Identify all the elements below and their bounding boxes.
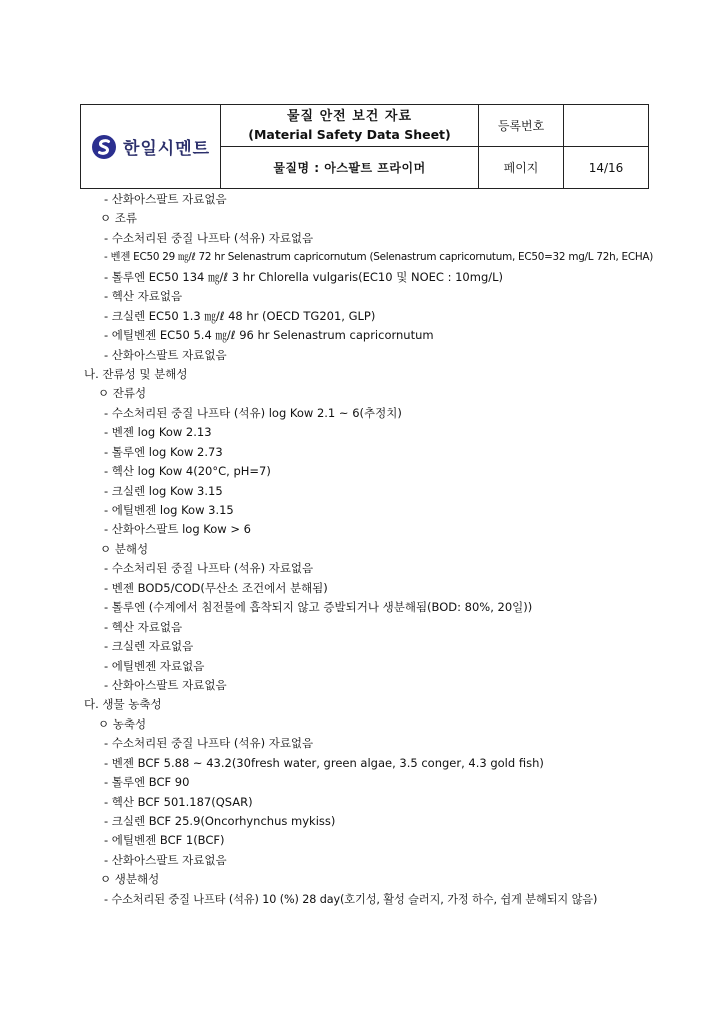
company-name: 한일시멘트 xyxy=(122,139,211,159)
text-line: - 톨루엔 log Kow 2.73 xyxy=(104,444,223,459)
document-title-ko: 물질 안전 보건 자료 xyxy=(286,108,413,124)
text-line: - 에틸벤젠 BCF 1(BCF) xyxy=(104,833,225,848)
subsection-heading: ㅇ 잔류성 xyxy=(98,386,147,401)
text-line: - 헥산 자료없음 xyxy=(104,619,183,634)
subsection-heading: ㅇ 농축성 xyxy=(98,716,147,731)
text-line: - 수소처리된 중질 나프타 (석유) 10 (%) 28 day(호기성, 활성 슬러지, 가정 하수, 쉽게 분해되지 않음) xyxy=(104,892,598,906)
text-line: - 산화아스팔트 자료없음 xyxy=(104,677,227,692)
section-heading: 나. 잔류성 및 분해성 xyxy=(84,366,188,381)
text-line: - 헥산 자료없음 xyxy=(104,289,183,304)
company-logo-icon xyxy=(91,134,117,160)
text-line: - 톨루엔 (수계에서 침전물에 흡착되지 않고 증발되거나 생분해됨(BOD: 80%, 20일)) xyxy=(104,600,533,615)
section-heading: 다. 생물 농축성 xyxy=(84,697,162,712)
text-line: - 크실렌 EC50 1.3 ㎎/ℓ 48 hr (OECD TG201, GLP) xyxy=(104,308,376,323)
text-line: - 에틸벤젠 자료없음 xyxy=(104,658,205,673)
subsection-heading: ㅇ 조류 xyxy=(100,211,137,226)
product-name: 물질명 : 아스팔트 프라이머 xyxy=(221,147,479,189)
subsection-heading: ㅇ 분해성 xyxy=(100,541,149,556)
registration-number-value xyxy=(564,105,649,147)
text-line: - 헥산 log Kow 4(20°C, pH=7) xyxy=(104,464,271,479)
page-label: 페이지 xyxy=(479,147,564,189)
text-line: - 크실렌 BCF 25.9(Oncorhynchus mykiss) xyxy=(104,814,336,828)
text-line: - 에틸벤젠 log Kow 3.15 xyxy=(104,503,234,517)
registration-number-label: 등록번호 xyxy=(479,105,564,147)
text-line: - 크실렌 log Kow 3.15 xyxy=(104,483,223,498)
company-logo-cell xyxy=(81,105,221,189)
text-line: - 산화아스팔트 log Kow > 6 xyxy=(104,522,251,537)
text-line: - 에틸벤젠 EC50 5.4 ㎎/ℓ 96 hr Selenastrum capricornutum xyxy=(104,328,434,343)
text-line: - 산화아스팔트 자료없음 xyxy=(104,852,227,867)
text-line: - 산화아스팔트 자료없음 xyxy=(104,347,227,362)
text-line: - 톨루엔 BCF 90 xyxy=(104,775,190,790)
text-line: - 벤젠 log Kow 2.13 xyxy=(104,425,212,440)
subsection-heading: ㅇ 생분해성 xyxy=(100,872,160,887)
page-number: 14/16 xyxy=(564,147,649,189)
text-line: - 벤젠 EC50 29 ㎎/ℓ 72 hr Selenastrum capricornutum (Selenastrum capricornutum, EC50=32 mg/L 72h, ECHA) xyxy=(104,251,654,264)
text-line: - 크실렌 자료없음 xyxy=(104,639,194,654)
document-body xyxy=(84,190,684,909)
text-line: - 산화아스팔트 자료없음 xyxy=(104,192,227,206)
text-line: - 헥산 BCF 501.187(QSAR) xyxy=(104,794,253,809)
text-line: - 수소처리된 중질 나프타 (석유) log Kow 2.1 ~ 6(추정치) xyxy=(104,405,402,420)
text-line: - 벤젠 BOD5/COD(무산소 조건에서 분해됨) xyxy=(104,580,328,595)
text-line: - 수소처리된 중질 나프타 (석유) 자료없음 xyxy=(104,736,314,751)
text-line: - 수소처리된 중질 나프타 (석유) 자료없음 xyxy=(104,230,314,245)
company-logo xyxy=(81,134,220,160)
msds-header-table xyxy=(80,104,649,189)
text-line: - 수소처리된 중질 나프타 (석유) 자료없음 xyxy=(104,561,314,576)
text-line: - 톨루엔 EC50 134 ㎎/ℓ 3 hr Chlorella vulgaris(EC10 및 NOEC : 10mg/L) xyxy=(104,269,504,284)
document-title-cell xyxy=(221,105,479,147)
document-title-en: (Material Safety Data Sheet) xyxy=(248,126,451,142)
text-line: - 벤젠 BCF 5.88 ~ 43.2(30fresh water, green algae, 3.5 conger, 4.3 gold fish) xyxy=(104,755,544,770)
